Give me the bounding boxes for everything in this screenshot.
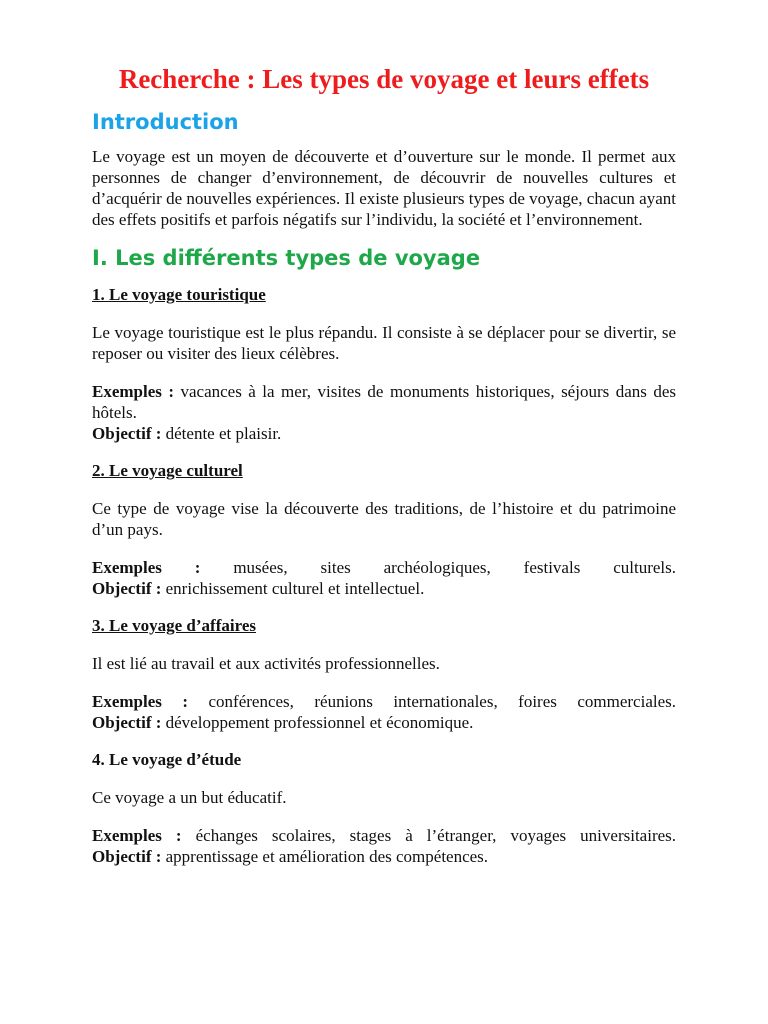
examples-label: Exemples : bbox=[92, 692, 189, 711]
examples-label: Exemples : bbox=[92, 558, 201, 577]
objective-label: Objectif : bbox=[92, 847, 162, 866]
introduction-heading: Introduction bbox=[92, 110, 239, 134]
examples-label: Exemples : bbox=[92, 382, 175, 401]
examples-block-touristique bbox=[92, 381, 676, 444]
objective-label: Objectif : bbox=[92, 713, 162, 732]
objective-text: développement professionnel et économique. bbox=[165, 713, 474, 732]
examples-label: Exemples : bbox=[92, 826, 182, 845]
subsection-description-affaires: Il est lié au travail et aux activités professionnelles. bbox=[92, 654, 440, 673]
objective-text: enrichissement culturel et intellectuel. bbox=[165, 579, 425, 598]
subsection-title-affaires: 3. Le voyage d’affaires bbox=[92, 616, 256, 635]
subsection-title-etude: 4. Le voyage d’étude bbox=[92, 750, 242, 769]
objective-label: Objectif : bbox=[92, 424, 162, 443]
objective-label: Objectif : bbox=[92, 579, 162, 598]
examples-block-etude bbox=[92, 825, 676, 867]
objective-text: détente et plaisir. bbox=[165, 424, 282, 443]
subsection-description-touristique: Le voyage touristique est le plus répandu. Il consiste à se déplacer pour se divertir, se reposer ou visiter des lieux célèbres. bbox=[92, 323, 676, 363]
subsection-title-touristique: 1. Le voyage touristique bbox=[92, 285, 266, 304]
objective-line bbox=[92, 846, 676, 867]
objective-line bbox=[92, 578, 676, 599]
introduction-paragraph: Le voyage est un moyen de découverte et d’ouverture sur le monde. Il permet aux personnes de changer d’environnement, de découvrir de nouvelles cultures et d’acquérir de nouvelles expériences. Il existe plusieurs types de voyage, chacun ayant des effets positifs et parfois négatifs sur l’individu, la société et l’environnement. bbox=[92, 147, 676, 229]
subsection-description-culturel: Ce type de voyage vise la découverte des traditions, de l’histoire et du patrimoine d’un pays. bbox=[92, 499, 676, 539]
examples-block-culturel bbox=[92, 557, 676, 599]
examples-text: échanges scolaires, stages à l’étranger, voyages universitaires. bbox=[195, 826, 677, 845]
section-types-heading: I. Les différents types de voyage bbox=[92, 246, 481, 270]
examples-text: conférences, réunions internationales, foires commerciales. bbox=[208, 692, 676, 711]
examples-line bbox=[92, 825, 676, 846]
subsection-title-culturel: 2. Le voyage culturel bbox=[92, 461, 243, 480]
objective-line bbox=[92, 423, 676, 444]
document-body bbox=[92, 62, 676, 867]
examples-text: vacances à la mer, visites de monuments historiques, séjours dans des hôtels. bbox=[92, 382, 676, 422]
examples-text: musées, sites archéologiques, festivals culturels. bbox=[233, 558, 676, 577]
document-title: Recherche : Les types de voyage et leurs effets bbox=[118, 64, 650, 94]
examples-line bbox=[92, 557, 676, 578]
examples-line bbox=[92, 381, 676, 423]
subsection-description-etude: Ce voyage a un but éducatif. bbox=[92, 788, 287, 807]
objective-line bbox=[92, 712, 676, 733]
objective-text: apprentissage et amélioration des compétences. bbox=[165, 847, 489, 866]
examples-line bbox=[92, 691, 676, 712]
examples-block-affaires bbox=[92, 691, 676, 733]
